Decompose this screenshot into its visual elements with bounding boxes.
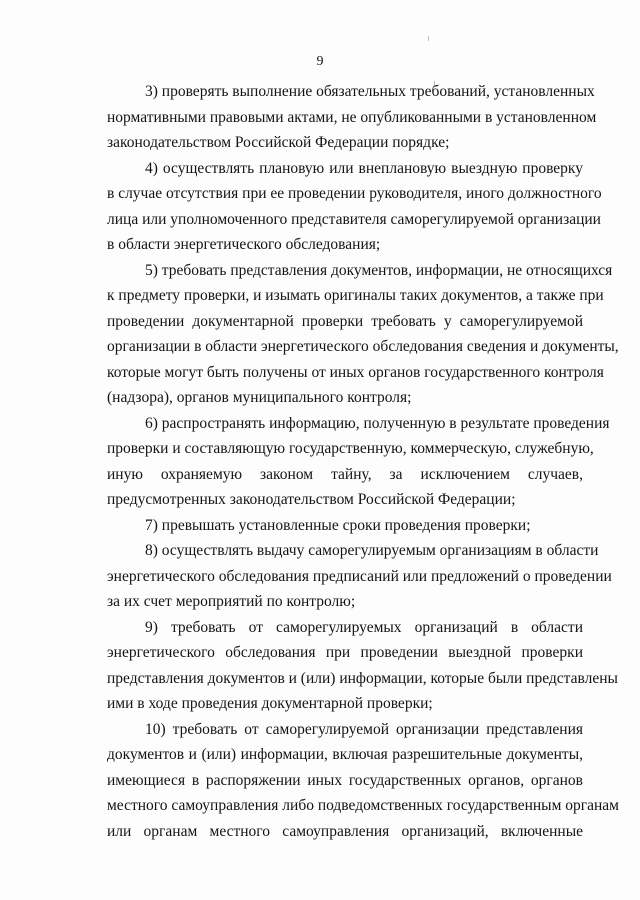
text-line: 8) осуществлять выдачу саморегулируемым организациям в области bbox=[145, 542, 599, 559]
paragraph bbox=[107, 615, 618, 717]
text-line: иную охраняемую законом тайну, за исключением случаев, bbox=[107, 465, 583, 483]
paragraph bbox=[107, 513, 583, 539]
text-line: (надзора), органов муниципального контроля; bbox=[107, 389, 412, 406]
text-line: 5) требовать представления документов, информации, не относящихся bbox=[145, 261, 613, 279]
text-line: 9) требовать от саморегулируемых организаций в области bbox=[145, 618, 583, 636]
text-line: 6) распространять информацию, полученную в результате проведения bbox=[145, 414, 610, 432]
text-line: проверки и составляющую государственную, коммерческую, служебную, bbox=[107, 440, 594, 457]
text-line: в области энергетического обследования; bbox=[107, 236, 381, 253]
scan-artifact bbox=[428, 36, 429, 41]
text-line: 3) проверять выполнение обязательных требований, установленных bbox=[145, 83, 595, 100]
text-line: организации в области энергетического обследования сведения и документы, bbox=[107, 338, 619, 355]
document-body bbox=[107, 79, 619, 844]
text-line: ими в ходе проведения документарной проверки; bbox=[107, 695, 433, 712]
paragraph bbox=[107, 717, 619, 845]
text-line: имеющиеся в распоряжении иных государственных органов, органов bbox=[107, 771, 583, 789]
paragraph bbox=[107, 411, 610, 513]
page-number: 9 bbox=[316, 54, 324, 69]
text-line: проведении документарной проверки требовать у саморегулируемой bbox=[107, 312, 583, 330]
text-line: 10) требовать от саморегулируемой организации представления bbox=[145, 720, 583, 738]
paragraph bbox=[107, 258, 619, 411]
paragraph bbox=[107, 79, 597, 156]
text-line: местного самоуправления либо подведомственных государственным органам bbox=[107, 797, 619, 814]
text-line: лица или уполномоченного представителя саморегулируемой организации bbox=[107, 210, 601, 228]
text-line: за их счет мероприятий по контролю; bbox=[107, 593, 356, 610]
text-line: в случае отсутствия при ее проведении руководителя, иного должностного bbox=[107, 185, 602, 202]
text-line: документов и (или) информации, включая разрешительные документы, bbox=[107, 746, 583, 763]
text-line: к предмету проверки, и изымать оригиналы таких документов, а также при bbox=[107, 287, 604, 304]
paragraph bbox=[107, 156, 602, 258]
text-line: нормативными правовыми актами, не опубликованными в установленном bbox=[107, 108, 597, 126]
text-line: представления документов и (или) информации, которые были представлены bbox=[107, 669, 618, 687]
text-line: 4) осуществлять плановую или внеплановую выездную проверку bbox=[145, 159, 583, 177]
text-line: энергетического обследования при проведении выездной проверки bbox=[107, 644, 583, 661]
text-line: или органам местного самоуправления организаций, включенные bbox=[107, 822, 583, 840]
text-line: 7) превышать установленные сроки проведения проверки; bbox=[145, 516, 531, 534]
text-line: законодательством Российской Федерации порядке; bbox=[107, 134, 450, 151]
paragraph bbox=[107, 538, 612, 615]
text-line: которые могут быть получены от иных органов государственного контроля bbox=[107, 363, 604, 381]
text-line: энергетического обследования предписаний или предложений о проведении bbox=[107, 567, 612, 585]
text-line: предусмотренных законодательством Российской Федерации; bbox=[107, 491, 516, 508]
